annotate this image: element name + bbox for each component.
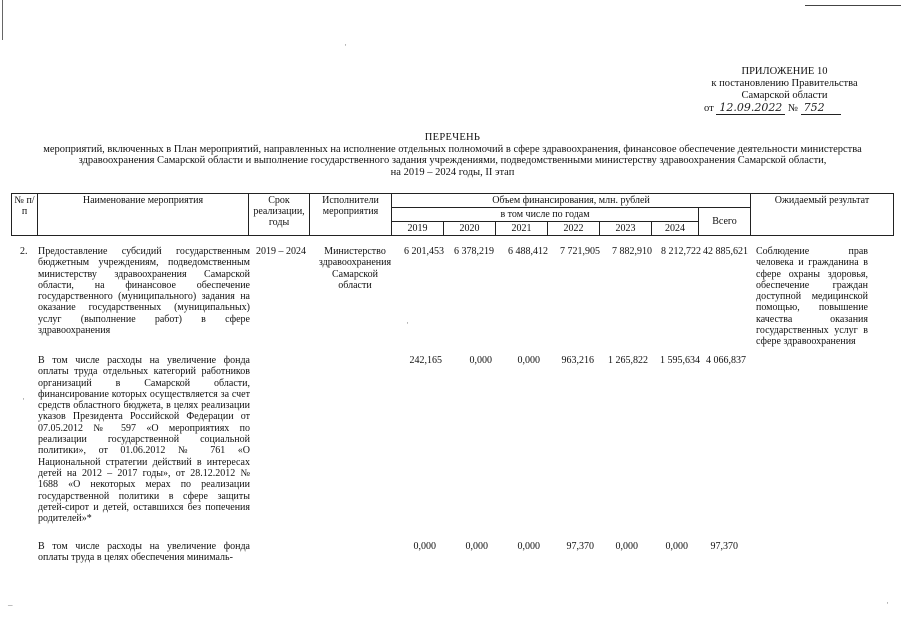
- header-year-2023: 2023: [600, 222, 652, 236]
- row-1-num: 2.: [20, 246, 28, 257]
- header-by-years: в том числе по годам: [392, 208, 699, 222]
- header-year-2021: 2021: [496, 222, 548, 236]
- document-subtitle-2: здравоохранения Самарской области и выполнение государственного задания учреждениями, подведомственными министерству здравоохранения Самарской области,: [78, 155, 827, 166]
- row-3-total: 97,370: [710, 541, 738, 552]
- annex-date-value: 12.09.2022: [716, 102, 785, 115]
- row-3-value-2019: 0,000: [413, 541, 436, 552]
- scan-edge: [2, 0, 3, 40]
- annex-number-value: 752: [801, 102, 841, 115]
- row-2-name: В том числе расходы на увеличение фонда оплаты труда отдельных категорий работников организаций в Самарской области, финансирование которых осуществляется за счет средств областного бюджета, в целях реализации указов Президента Российской Федерации от 07.05.2012 № 597 «О мероприятиях по реализации государственной социальной политики», от 01.06.2012 № 761 «О Национальной стратегии действий в интересах детей на 2012 – 2017 годы», от 28.12.2012 № 1688 «О некоторых мерах по реализации государственной политики в сфере защиты детей-сирот и детей, оставшихся без попечения родителей»*: [38, 355, 250, 525]
- scan-speck: ·: [886, 598, 889, 608]
- document-subtitle-3: на 2019 – 2024 годы, II этап: [390, 166, 515, 178]
- row-2-total: 4 066,837: [706, 355, 746, 366]
- scan-speck: ·: [406, 318, 409, 328]
- row-1-value-2019: 6 201,453: [404, 246, 444, 257]
- header-result: Ожидаемый результат: [751, 194, 894, 236]
- row-1-result: Соблюдение прав человека и гражданина в сфере охраны здоровья, обеспечение граждан доступной медицинской помощью, повышение качества оказания государственных услуг в сфере здравоохранения: [756, 246, 868, 348]
- document-subtitle-1: мероприятий, включенных в План мероприятий, направленных на исполнение отдельных полномочий в сфере здравоохранения, финансовое обеспечение деятельности министерства: [43, 143, 862, 155]
- header-year-2024: 2024: [652, 222, 699, 236]
- row-2-value-2024: 1 595,634: [660, 355, 700, 366]
- annex-line3: Самарской области: [741, 90, 828, 101]
- row-2-value-2020: 0,000: [469, 355, 492, 366]
- annex-line2: к постановлению Правительства: [711, 78, 858, 89]
- row-2-value-2023: 1 265,822: [608, 355, 648, 366]
- row-2-value-2021: 0,000: [517, 355, 540, 366]
- header-term: Срок реализации, годы: [249, 194, 310, 236]
- row-1-value-2021: 6 488,412: [508, 246, 548, 257]
- row-1-term: 2019 – 2024: [256, 246, 306, 257]
- row-2-value-2022: 963,216: [561, 355, 594, 366]
- annex-date-line: [690, 102, 865, 115]
- corner-rule: [805, 5, 901, 6]
- table-header: [11, 193, 894, 236]
- scan-speck: –: [8, 600, 13, 610]
- scan-speck: ·: [344, 40, 347, 50]
- row-3-value-2021: 0,000: [517, 541, 540, 552]
- header-finance: Объем финансирования, млн. рублей: [392, 194, 751, 208]
- header-total: Всего: [699, 208, 751, 236]
- annex-block: [690, 66, 865, 115]
- header-name: Наименование мероприятия: [38, 194, 249, 236]
- row-1-value-2023: 7 882,910: [612, 246, 652, 257]
- document-heading: ПЕРЕЧЕНЬ: [424, 132, 481, 143]
- annex-title: ПРИЛОЖЕНИЕ 10: [741, 66, 828, 77]
- row-1-value-2020: 6 378,219: [454, 246, 494, 257]
- row-3-value-2023: 0,000: [615, 541, 638, 552]
- row-2-value-2019: 242,165: [409, 355, 442, 366]
- header-executor: Исполнители мероприятия: [310, 194, 392, 236]
- scan-speck: ·: [22, 394, 25, 404]
- header-year-2022: 2022: [548, 222, 600, 236]
- row-1-value-2022: 7 721,905: [560, 246, 600, 257]
- annex-date-prefix: от: [704, 103, 714, 114]
- row-3-value-2020: 0,000: [465, 541, 488, 552]
- row-3-value-2022: 97,370: [566, 541, 594, 552]
- row-1-total: 42 885,621: [703, 246, 748, 257]
- document-title: [0, 132, 905, 178]
- row-3-value-2024: 0,000: [665, 541, 688, 552]
- header-num: № п/п: [12, 194, 38, 236]
- row-3-name: В том числе расходы на увеличение фонда оплаты труда в целях обеспечения минималь-: [38, 541, 250, 564]
- header-year-2020: 2020: [444, 222, 496, 236]
- row-1-value-2024: 8 212,722: [661, 246, 701, 257]
- header-year-2019: 2019: [392, 222, 444, 236]
- annex-number-prefix: №: [787, 103, 798, 114]
- row-1-executor: Министерство здравоохранения Самарской области: [318, 246, 392, 291]
- row-1-name: Предоставление субсидий государственным бюджетным учреждениям, подведомственным министерству здравоохранения Самарской области, на финансовое обеспечение государственного (муниципального) задания на оказание государственных (муниципальных) услуг (выполнение работ) в сфере здравоохранения: [38, 246, 250, 337]
